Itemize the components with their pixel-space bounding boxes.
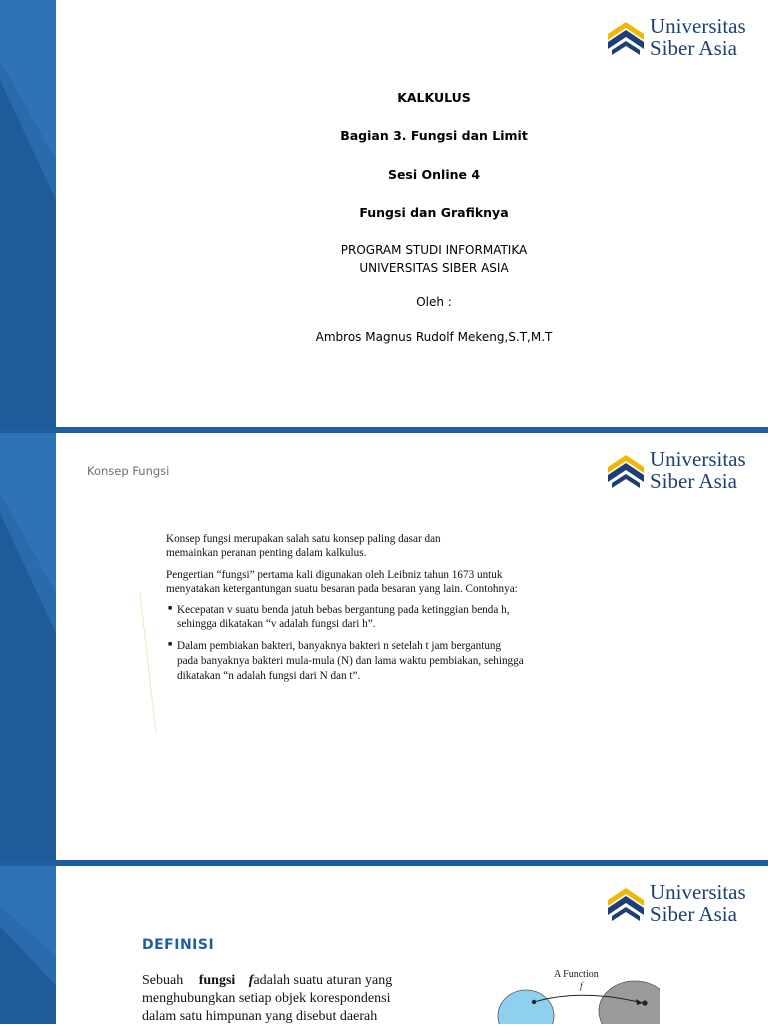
definition-symbol: f (248, 973, 254, 988)
codomain-set (599, 981, 660, 1024)
definition-term: fungsi (198, 973, 236, 988)
section-label: Konsep Fungsi (87, 464, 170, 478)
author-name: Ambros Magnus Rudolf Mekeng,S.T,M.T (315, 330, 553, 344)
logo-text-line1: Universitas (650, 14, 746, 38)
codomain-point (642, 1000, 647, 1005)
diagram-title: A Function (554, 969, 599, 980)
part-title: Bagian 3. Fungsi dan Limit (340, 128, 528, 143)
definition-title: DEFINISI (142, 937, 215, 953)
diagram-f-label: f (580, 981, 583, 991)
definition-text: adalah suatu aturan yang (253, 973, 393, 988)
definition-text: Sebuah (142, 973, 184, 988)
slide-side-bar (0, 433, 56, 860)
paragraph-2-line-1: Pengertian “fungsi” pertama kali digunakan oleh Leibniz tahun 1673 untuk (166, 569, 503, 581)
slide-title (0, 0, 768, 427)
paragraph-1-line-2: memainkan peranan penting dalam kalkulus. (166, 547, 367, 559)
logo-text-line1: Universitas (650, 880, 746, 904)
logo-text-line2: Siber Asia (650, 469, 737, 493)
logo-text-line2: Siber Asia (650, 36, 737, 60)
topic-title: Fungsi dan Grafiknya (359, 205, 509, 220)
university-logo (606, 15, 746, 65)
slide-side-bar (0, 866, 56, 1024)
side-bar-graphic (0, 433, 56, 860)
domain-point (532, 1000, 536, 1004)
definition-line-2: menghubungkan setiap objek korespondensi (142, 991, 391, 1006)
bullet-marker: ■ (168, 605, 173, 612)
paragraph-2-line-2: menyatakan ketergantungan suatu besaran pada besaran yang lain. Contohnya: (166, 583, 518, 595)
university-logo (606, 881, 746, 931)
university-logo (606, 448, 746, 498)
session-title: Sesi Online 4 (387, 167, 481, 182)
logo-icon (606, 18, 646, 60)
logo-text-line2: Siber Asia (650, 902, 737, 926)
definition-line-1 (142, 972, 442, 990)
by-label: Oleh : (416, 295, 452, 309)
bullet-1-line-2: sehingga dikatakan “v adalah fungsi dari h”. (177, 618, 376, 630)
domain-set (498, 990, 554, 1024)
course-title: KALKULUS (397, 90, 471, 105)
logo-text-line1: Universitas (650, 447, 746, 471)
function-diagram (490, 966, 660, 1024)
bullet-marker: ■ (168, 641, 173, 648)
paragraph-1-line-1: Konsep fungsi merupakan salah satu konsep paling dasar dan (166, 533, 441, 545)
bullet-2-line-2: pada banyaknya bakteri mula-mula (N) dan lama waktu pembiakan, sehingga (177, 655, 524, 667)
faint-decoration (138, 593, 158, 733)
side-bar-graphic (0, 866, 56, 1024)
bullet-2-line-1: Dalam pembiakan bakteri, banyaknya bakteri n setelah t jam bergantung (177, 640, 502, 652)
logo-icon (606, 451, 646, 493)
bullet-1-line-1: Kecepatan v suatu benda jatuh bebas bergantung pada ketinggian benda h, (177, 604, 510, 616)
bullet-2-line-3: dikatakan “n adalah fungsi dari N dan t”. (177, 670, 361, 682)
program-name: PROGRAM STUDI INFORMATIKA (340, 243, 528, 257)
university-name: UNIVERSITAS SIBER ASIA (359, 261, 509, 275)
definition-line-3: dalam satu himpunan yang disebut daerah (142, 1009, 378, 1024)
logo-icon (606, 884, 646, 926)
